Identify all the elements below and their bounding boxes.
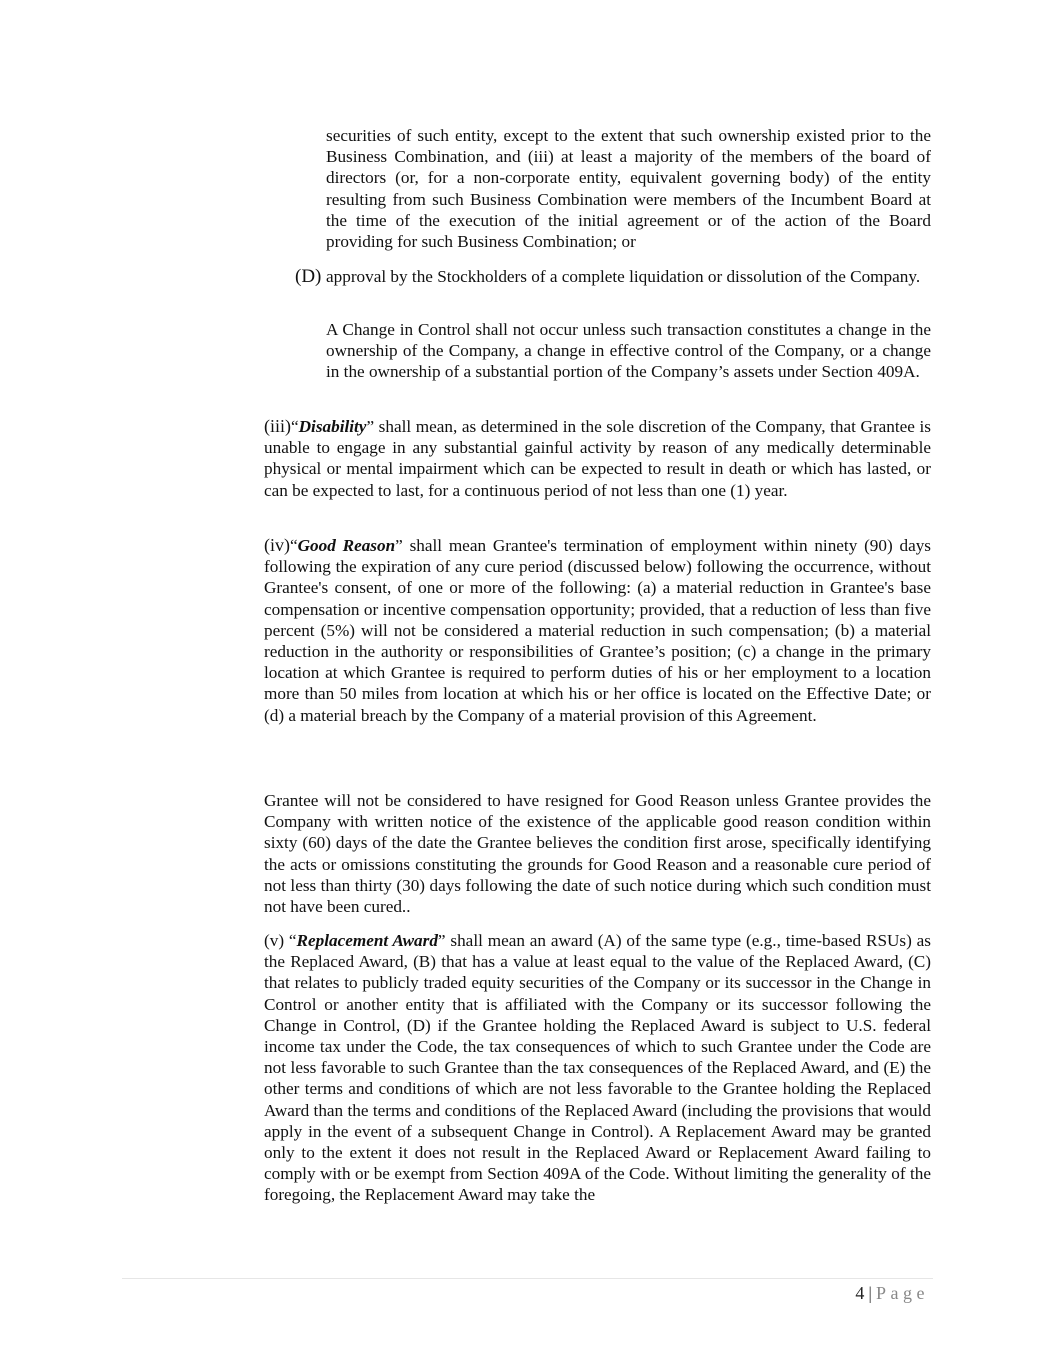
definition-replacement-award-text: ” shall mean an award (A) of the same type (e.g., time-based RSUs) as the Replaced Award, (B) that has a value at least equal to the value of the Replaced Award, (C) that relates to publicly traded equity securities of the Company or its successor in the Change in Control or another entity that is affiliated with the Company or its successor following the Change in Control, (D) if the Grantee holding the Replaced Award is subject to U.S. federal income tax under the Code, the tax consequences of which to such Grantee under the Code are not less favorable to such Grantee than the tax consequences of the Replaced Award, and (E) the other terms and conditions of which are not less favorable to the Grantee holding the Replaced Award than the terms and conditions of the Replaced Award (including the provisions that would apply in the event of a subsequent Change in Control). A Replacement Award may be granted only to the extent it does not result in the Replaced Award or Replacement Award failing to comply with or be exempt from Section 409A of the Code. Without limiting the generality of the foregoing, the Replacement Award may take the [264,931,931,1205]
footer-divider [122,1278,933,1279]
definition-disability-open-quote: “ [291,417,299,436]
clause-d-text: approval by the Stockholders of a complete liquidation or dissolution of the Company. [326,267,921,286]
definition-replacement-award [264,930,931,1206]
definition-replacement-award-number: (v) “ [264,931,297,950]
page-number: 4 [855,1283,865,1303]
clause-d-marker: (D) [295,266,322,287]
definition-replacement-award-term: Replacement Award [296,931,438,950]
definition-good-reason-number: (iv) [264,535,290,555]
definition-good-reason-term: Good Reason [297,536,396,555]
page-footer [855,1281,929,1305]
paragraph-change-in-control-note: A Change in Control shall not occur unless such transaction constitutes a change in the ownership of the Company, a change in effective control of the Company, or a change in the ownership of a substantial portion of the Company’s assets under Section 409A. [326,320,931,382]
paragraph-good-reason-notice: Grantee will not be considered to have resigned for Good Reason unless Grantee provides the Company with written notice of the existence of the applicable good reason condition within sixty (60) days of the date the Grantee believes the condition first arose, specifically identifying the acts or omissions constituting the grounds for Good Reason and a reasonable cure period of not less than thirty (30) days following the date of such notice during which such condition must not have been cured.. [264,791,931,917]
footer-separator: | [868,1283,872,1303]
definition-disability-number: (iii) [264,416,291,436]
definition-good-reason-text: ” shall mean Grantee's termination of employment within ninety (90) days following the expiration of any cure period (discussed below) following the occurrence, without Grantee's consent, of one or more of the following: (a) a material reduction in Grantee's base compensation or incentive compensation opportunity; provided, that a reduction of less than five percent (5%) will not be considered a material reduction in such compensation; (b) a material reduction in the authority or responsibilities of Grantee’s position; (c) a change in the primary location at which Grantee is required to perform duties of his or her employment to a location more than 50 miles from location at which his or her office is located on the Effective Date; or (d) a material breach by the Company of a material provision of this Agreement. [264,536,931,725]
definition-disability [264,416,931,501]
definition-good-reason [264,535,931,726]
definition-disability-term: Disability [298,417,367,436]
paragraph-business-combination-continued: securities of such entity, except to the extent that such ownership existed prior to the Business Combination, and (iii) at least a majority of the members of the board of directors (or, for a non-corporate entity, equivalent governing body) of the entity resulting from such Business Combination were members of the Incumbent Board at the time of the execution of the initial agreement or of the action of the Board providing for such Business Combination; or [326,126,931,252]
page-label: Page [876,1283,929,1303]
definition-good-reason-open-quote: “ [290,536,298,555]
definition-disability-text: ” shall mean, as determined in the sole discretion of the Company, that Grantee is unable to engage in any substantial gainful activity by reason of any medically determinable physical or mental impairment which can be expected to result in death or which has lasted, or can be expected to last, for a continuous period of not less than one (1) year. [264,417,931,500]
